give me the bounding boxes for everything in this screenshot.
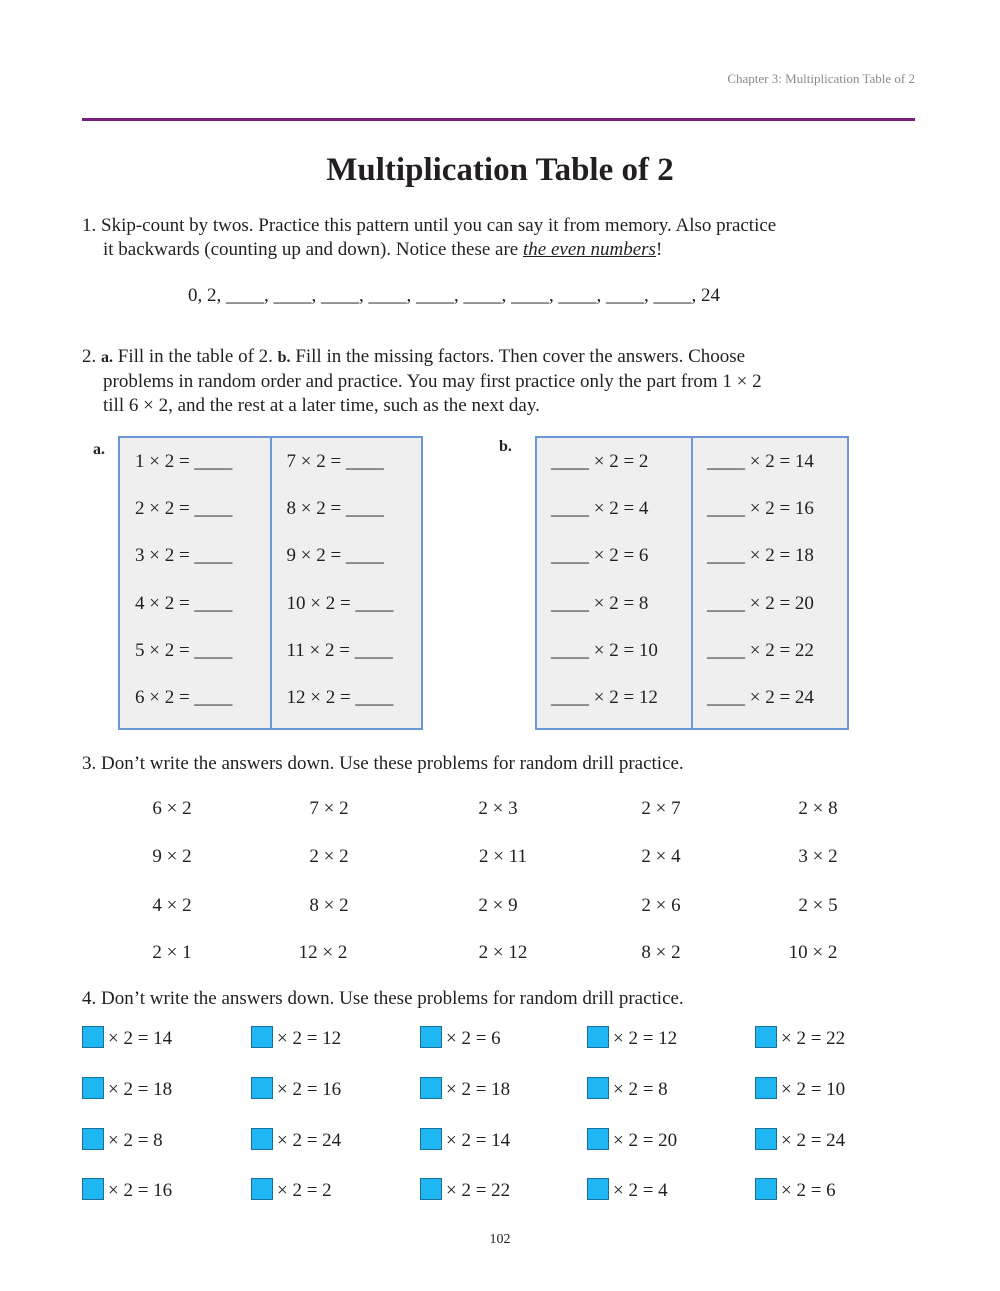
missing-factor-text: × 2 = 14 (108, 1028, 173, 1049)
missing-factor-text: × 2 = 8 (613, 1079, 668, 1100)
table-b (535, 436, 849, 730)
missing-factor-problem (587, 1128, 677, 1152)
drill-problem: 10 × 2 (788, 942, 838, 963)
missing-factor-text: × 2 = 6 (446, 1028, 501, 1049)
missing-factor-problem (755, 1026, 845, 1050)
missing-factor-problem (82, 1026, 172, 1050)
table-b-label: b. (499, 438, 512, 455)
drill-problem: 4 × 2 (152, 895, 192, 916)
table-a-cell[interactable]: 4 × 2 = ____ (135, 592, 233, 614)
table-b-right-column (691, 438, 847, 728)
table-a-cell[interactable]: 11 × 2 = ____ (286, 639, 393, 661)
answer-box[interactable] (251, 1128, 273, 1150)
drill-problem: 2 × 7 (641, 798, 681, 819)
drill-problem: 3 × 2 (798, 846, 838, 867)
answer-box[interactable] (755, 1128, 777, 1150)
q1-line1: Skip-count by twos. Practice this pattern until you can say it from memory. Also practice (101, 215, 777, 236)
question-1 (82, 214, 882, 262)
missing-factor-problem (420, 1026, 501, 1050)
drill-problem: 2 × 12 (478, 942, 528, 963)
missing-factor-problem (587, 1026, 677, 1050)
table-a-cell[interactable]: 5 × 2 = ____ (135, 639, 233, 661)
drill-problem: 2 × 8 (798, 798, 838, 819)
missing-factor-text: × 2 = 16 (277, 1079, 342, 1100)
table-b-cell[interactable]: ____ × 2 = 4 (551, 497, 649, 519)
table-a-cell[interactable]: 3 × 2 = ____ (135, 545, 233, 567)
table-b-cell[interactable]: ____ × 2 = 8 (551, 592, 649, 614)
missing-factor-text: × 2 = 14 (446, 1130, 511, 1151)
drill-problem: 12 × 2 (298, 942, 348, 963)
missing-factor-text: × 2 = 8 (108, 1130, 163, 1151)
q1-line2: it backwards (counting up and down). Notice these are (103, 239, 523, 260)
answer-box[interactable] (587, 1178, 609, 1200)
missing-factor-text: × 2 = 18 (108, 1079, 173, 1100)
drill-problem: 8 × 2 (641, 942, 681, 963)
drill-problem: 2 × 11 (478, 846, 527, 867)
q2-line3: till 6 × 2, and the rest at a later time, such as the next day. (103, 395, 540, 416)
q1-number: 1. (82, 215, 97, 236)
table-a-cell[interactable]: 8 × 2 = ____ (286, 497, 384, 519)
missing-factor-text: × 2 = 22 (446, 1180, 511, 1201)
table-a-left-column (120, 438, 270, 728)
q2-a-tag: a. (101, 349, 113, 366)
chapter-header: Chapter 3: Multiplication Table of 2 (727, 71, 915, 86)
missing-factor-problem (755, 1128, 845, 1152)
missing-factor-text: × 2 = 24 (781, 1130, 846, 1151)
table-a-right-column (270, 438, 422, 728)
missing-factor-problem (251, 1077, 341, 1101)
q1-line2-end: ! (655, 239, 663, 260)
missing-factor-problem (420, 1077, 510, 1101)
table-a-cell[interactable]: 6 × 2 = ____ (135, 687, 233, 709)
answer-box[interactable] (420, 1178, 442, 1200)
table-b-cell[interactable]: ____ × 2 = 12 (551, 687, 658, 709)
answer-box[interactable] (251, 1026, 273, 1048)
answer-box[interactable] (755, 1077, 777, 1099)
table-b-cell[interactable]: ____ × 2 = 18 (707, 545, 814, 567)
table-b-cell[interactable]: ____ × 2 = 10 (551, 639, 658, 661)
missing-factor-problem (587, 1077, 668, 1101)
table-b-cell[interactable]: ____ × 2 = 14 (707, 450, 814, 472)
missing-factor-problem (587, 1178, 668, 1202)
missing-factor-text: × 2 = 2 (277, 1180, 332, 1201)
question-2 (82, 345, 882, 418)
answer-box[interactable] (251, 1178, 273, 1200)
answer-box[interactable] (82, 1077, 104, 1099)
missing-factor-problem (420, 1128, 510, 1152)
missing-factor-problem (755, 1178, 836, 1202)
answer-box[interactable] (587, 1026, 609, 1048)
answer-box[interactable] (420, 1077, 442, 1099)
missing-factor-problem (82, 1178, 172, 1202)
missing-factor-text: × 2 = 12 (277, 1028, 342, 1049)
missing-factor-text: × 2 = 10 (781, 1079, 846, 1100)
table-b-left-column (537, 438, 691, 728)
drill-problem: 2 × 1 (152, 942, 192, 963)
answer-box[interactable] (755, 1178, 777, 1200)
table-a-cell[interactable]: 10 × 2 = ____ (286, 592, 394, 614)
missing-factor-text: × 2 = 24 (277, 1130, 342, 1151)
table-b-cell[interactable]: ____ × 2 = 20 (707, 592, 814, 614)
drill-problem: 6 × 2 (152, 798, 192, 819)
answer-box[interactable] (587, 1128, 609, 1150)
q2-line2: problems in random order and practice. You may first practice only the part from 1 × 2 (103, 371, 762, 392)
table-a-cell[interactable]: 1 × 2 = ____ (135, 450, 233, 472)
table-a-cell[interactable]: 2 × 2 = ____ (135, 497, 233, 519)
q2-a-text: Fill in the table of 2. (113, 346, 278, 367)
drill-problem: 2 × 9 (478, 895, 518, 916)
q2-number: 2. (82, 346, 97, 367)
table-a-cell[interactable]: 9 × 2 = ____ (286, 545, 384, 567)
missing-factor-problem (251, 1128, 341, 1152)
missing-factor-text: × 2 = 4 (613, 1180, 668, 1201)
drill-problem: 8 × 2 (309, 895, 349, 916)
answer-box[interactable] (420, 1128, 442, 1150)
answer-box[interactable] (251, 1077, 273, 1099)
missing-factor-text: × 2 = 16 (108, 1180, 173, 1201)
table-a-label: a. (93, 441, 105, 458)
table-a-cell[interactable]: 12 × 2 = ____ (286, 687, 394, 709)
q1-even-numbers: the even numbers (522, 239, 656, 260)
question-3-instructions: 3. Don’t write the answers down. Use these problems for random drill practice. (82, 753, 684, 774)
answer-box[interactable] (587, 1077, 609, 1099)
answer-box[interactable] (755, 1026, 777, 1048)
table-a (118, 436, 423, 730)
answer-box[interactable] (420, 1026, 442, 1048)
page-number: 102 (489, 1232, 511, 1247)
drill-problem: 2 × 2 (309, 846, 349, 867)
page-title: Multiplication Table of 2 (326, 152, 674, 188)
answer-box[interactable] (82, 1026, 104, 1048)
drill-problem: 2 × 4 (641, 846, 681, 867)
missing-factor-text: × 2 = 22 (781, 1028, 846, 1049)
answer-box[interactable] (82, 1128, 104, 1150)
drill-problem: 2 × 3 (478, 798, 518, 819)
missing-factor-problem (755, 1077, 845, 1101)
drill-problem: 2 × 6 (641, 895, 681, 916)
drill-problem: 7 × 2 (309, 798, 349, 819)
header-divider (82, 118, 915, 121)
table-b-cell[interactable]: ____ × 2 = 6 (551, 545, 649, 567)
drill-problem: 9 × 2 (152, 846, 192, 867)
drill-problem: 2 × 5 (798, 895, 838, 916)
missing-factor-problem (82, 1077, 172, 1101)
missing-factor-text: × 2 = 12 (613, 1028, 678, 1049)
table-b-cell[interactable]: ____ × 2 = 16 (707, 497, 814, 519)
question-4-instructions: 4. Don’t write the answers down. Use these problems for random drill practice. (82, 988, 684, 1009)
missing-factor-problem (420, 1178, 510, 1202)
skip-count-sequence[interactable]: 0, 2, ____, ____, ____, ____, ____, ____, ____, ____, ____, ____, 24 (188, 285, 720, 306)
answer-box[interactable] (82, 1178, 104, 1200)
table-a-cell[interactable]: 7 × 2 = ____ (286, 450, 384, 472)
missing-factor-problem (251, 1178, 332, 1202)
missing-factor-text: × 2 = 18 (446, 1079, 511, 1100)
table-b-cell[interactable]: ____ × 2 = 2 (551, 450, 649, 472)
missing-factor-text: × 2 = 20 (613, 1130, 678, 1151)
q2-b-text: Fill in the missing factors. Then cover the answers. Choose (290, 346, 746, 367)
table-b-cell[interactable]: ____ × 2 = 24 (707, 687, 814, 709)
missing-factor-problem (82, 1128, 163, 1152)
missing-factor-text: × 2 = 6 (781, 1180, 836, 1201)
table-b-cell[interactable]: ____ × 2 = 22 (707, 639, 814, 661)
missing-factor-problem (251, 1026, 341, 1050)
q2-b-tag: b. (277, 349, 291, 366)
